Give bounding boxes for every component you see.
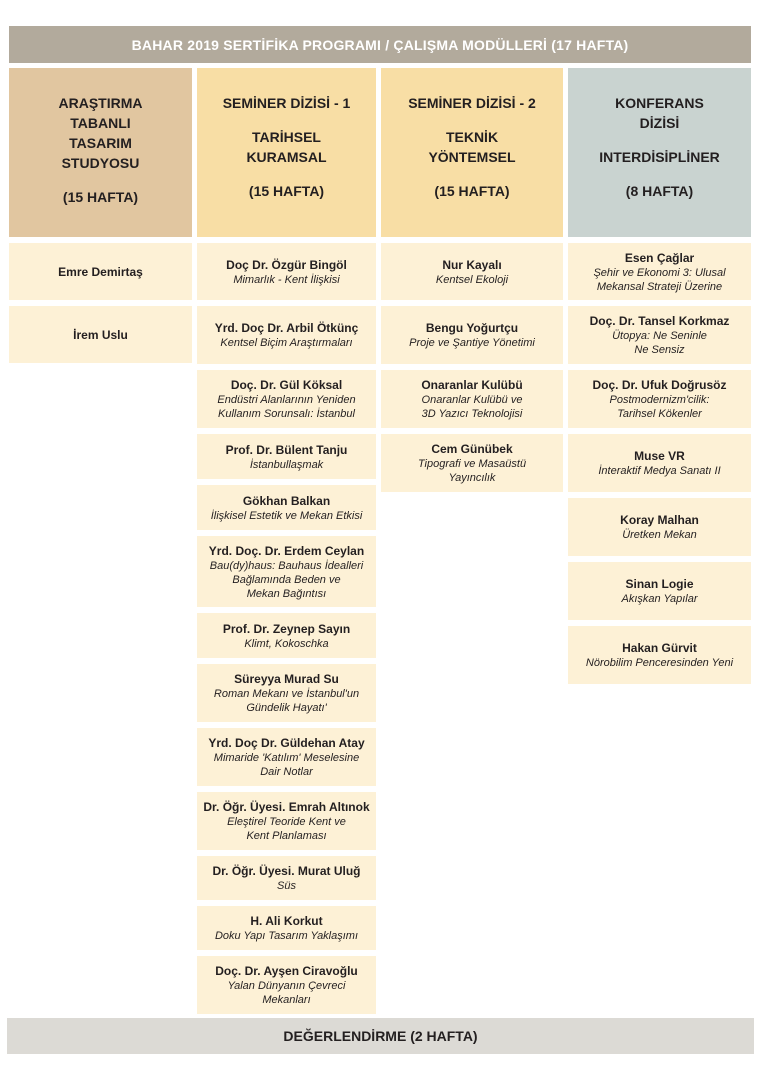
lecturer-name: Doç Dr. Özgür Bingöl [226, 257, 347, 272]
column-conference [568, 68, 751, 684]
lecture-topic: Bau(dy)haus: Bauhaus İdealleri Bağlamında Beden ve Mekan Bağıntısı [209, 559, 364, 600]
column-header [197, 68, 376, 237]
list-item [568, 370, 751, 428]
evaluation-footer: DEĞERLENDİRME (2 HAFTA) [7, 1018, 754, 1054]
list-item [197, 956, 376, 1014]
lecture-topic: Mimarlık - Kent İlişkisi [233, 273, 340, 286]
lecturer-name: Doç. Dr. Ayşen Ciravoğlu [215, 964, 358, 978]
lecturer-name: Bengu Yoğurtçu [425, 321, 519, 335]
lecturer-name: İrem Uslu [73, 327, 128, 342]
lecture-topic: Yalan Dünyanın Çevreci Mekanları [227, 980, 346, 1006]
list-item [197, 243, 376, 300]
lecture-topic: Eleştirel Teoride Kent ve Kent Planlaması [227, 816, 346, 842]
lecturer-name: Gökhan Balkan [242, 493, 331, 508]
lecture-topic: Ütopya: Ne Seninle Ne Sensiz [612, 330, 707, 356]
column-research-studio [9, 68, 192, 363]
lecturer-name: Emre Demirtaş [58, 264, 143, 279]
column-subtitle: TEKNİK YÖNTEMSEL [428, 129, 516, 165]
lecture-topic: Endüstri Alanlarının Yeniden Kullanım Sorunsalı: İstanbul [217, 394, 356, 420]
column-weeks: (15 HAFTA) [248, 183, 325, 199]
column-weeks: (15 HAFTA) [434, 183, 510, 199]
lecture-topic: Akışkan Yapılar [621, 593, 698, 605]
list-item [568, 306, 751, 364]
list-item [197, 792, 376, 850]
lecturer-name: Nur Kayalı [442, 257, 502, 272]
lecturer-name: Hakan Gürvit [622, 641, 697, 655]
list-item [197, 370, 376, 428]
list-item [197, 856, 376, 900]
column-title: SEMİNER DİZİSİ - 1 [222, 95, 351, 111]
list-item [197, 664, 376, 722]
lecturer-name: Doç. Dr. Ufuk Doğrusöz [592, 378, 727, 392]
list-item [381, 370, 563, 428]
lecture-topic: Onaranlar Kulübü ve 3D Yazıcı Teknolojisi [421, 394, 523, 420]
column-header [568, 68, 751, 237]
lecturer-name: H. Ali Korkut [250, 914, 323, 928]
lecture-topic: Roman Mekanı ve İstanbul'un Gündelik Hayatı' [213, 688, 360, 714]
lecturer-name: Yrd. Doç Dr. Güldehan Atay [208, 736, 365, 750]
lecture-topic: Nörobilim Penceresinden Yeni [585, 657, 734, 669]
lecturer-name: Onaranlar Kulübü [421, 378, 523, 392]
list-item [197, 613, 376, 658]
list-item [9, 243, 192, 300]
lecturer-name: Prof. Dr. Zeynep Sayın [222, 621, 351, 636]
lecturer-name: Yrd. Doç. Dr. Erdem Ceylan [208, 543, 365, 558]
lecture-topic: İstanbullaşmak [249, 458, 324, 471]
list-item [381, 306, 563, 364]
lecturer-name: Esen Çağlar [624, 250, 695, 265]
lecturer-name: Cem Günübek [431, 442, 513, 456]
list-item [197, 306, 376, 364]
program-banner: BAHAR 2019 SERTİFİKA PROGRAMI / ÇALIŞMA MODÜLLERİ (17 HAFTA) [9, 26, 751, 63]
list-item [568, 434, 751, 492]
lecture-topic: Klimt, Kokoschka [244, 637, 329, 650]
list-item [568, 498, 751, 556]
lecture-topic: Mimaride 'Katılım' Meselesine Dair Notlar [213, 752, 360, 778]
lecture-topic: Tipografi ve Masaüstü Yayıncılık [417, 458, 527, 484]
column-seminar-1 [197, 68, 376, 1014]
list-item [381, 434, 563, 492]
lecture-topic: Kentsel Ekoloji [435, 273, 509, 286]
list-item [197, 906, 376, 950]
lecturer-name: Doç. Dr. Tansel Korkmaz [589, 314, 730, 328]
column-seminar-2 [381, 68, 563, 492]
lecturer-name: Koray Malhan [620, 513, 699, 527]
lecture-topic: Postmodernizm'cilik: Tarihsel Kökenler [609, 394, 710, 420]
lecturer-name: Dr. Öğr. Üyesi. Murat Uluğ [212, 864, 361, 878]
lecturer-name: Doç. Dr. Gül Köksal [230, 378, 343, 392]
lecturer-name: Dr. Öğr. Üyesi. Emrah Altınok [203, 800, 370, 814]
list-item [381, 243, 563, 300]
lecturer-name: Süreyya Murad Su [234, 672, 339, 686]
list-item [197, 434, 376, 479]
column-subtitle: TARİHSEL KURAMSAL [246, 129, 327, 165]
column-weeks: (15 HAFTA) [62, 189, 139, 205]
column-header [9, 68, 192, 237]
column-header [381, 68, 563, 237]
lecturer-name: Sinan Logie [625, 577, 694, 591]
lecture-topic: İnteraktif Medya Sanatı II [598, 465, 721, 477]
lecture-topic: Proje ve Şantiye Yönetimi [409, 337, 535, 349]
list-item [568, 626, 751, 684]
list-item [197, 728, 376, 786]
list-item [197, 536, 376, 607]
lecturer-name: Muse VR [634, 449, 685, 463]
lecture-topic: Doku Yapı Tasarım Yaklaşımı [214, 930, 359, 942]
column-title: ARAŞTIRMA TABANLI TASARIM STUDYOSU [58, 95, 143, 171]
lecture-topic: Süs [277, 880, 296, 892]
lecture-topic: Kentsel Biçim Araştırmaları [220, 337, 353, 349]
list-item [197, 485, 376, 530]
list-item [568, 243, 751, 300]
lecturer-name: Yrd. Doç Dr. Arbil Ötkünç [214, 321, 359, 335]
lecture-topic: Şehir ve Ekonomi 3: Ulusal Mekansal Strateji Üzerine [593, 266, 726, 293]
lecture-topic: Üretken Mekan [622, 529, 697, 541]
column-subtitle: INTERDİSİPLİNER [599, 149, 720, 165]
list-item [568, 562, 751, 620]
list-item [9, 306, 192, 363]
column-weeks: (8 HAFTA) [625, 183, 694, 199]
column-title: SEMİNER DİZİSİ - 2 [408, 95, 536, 111]
lecturer-name: Prof. Dr. Bülent Tanju [225, 442, 348, 457]
lecture-topic: İlişkisel Estetik ve Mekan Etkisi [210, 509, 363, 522]
column-title: KONFERANS DİZİSİ [615, 95, 704, 131]
